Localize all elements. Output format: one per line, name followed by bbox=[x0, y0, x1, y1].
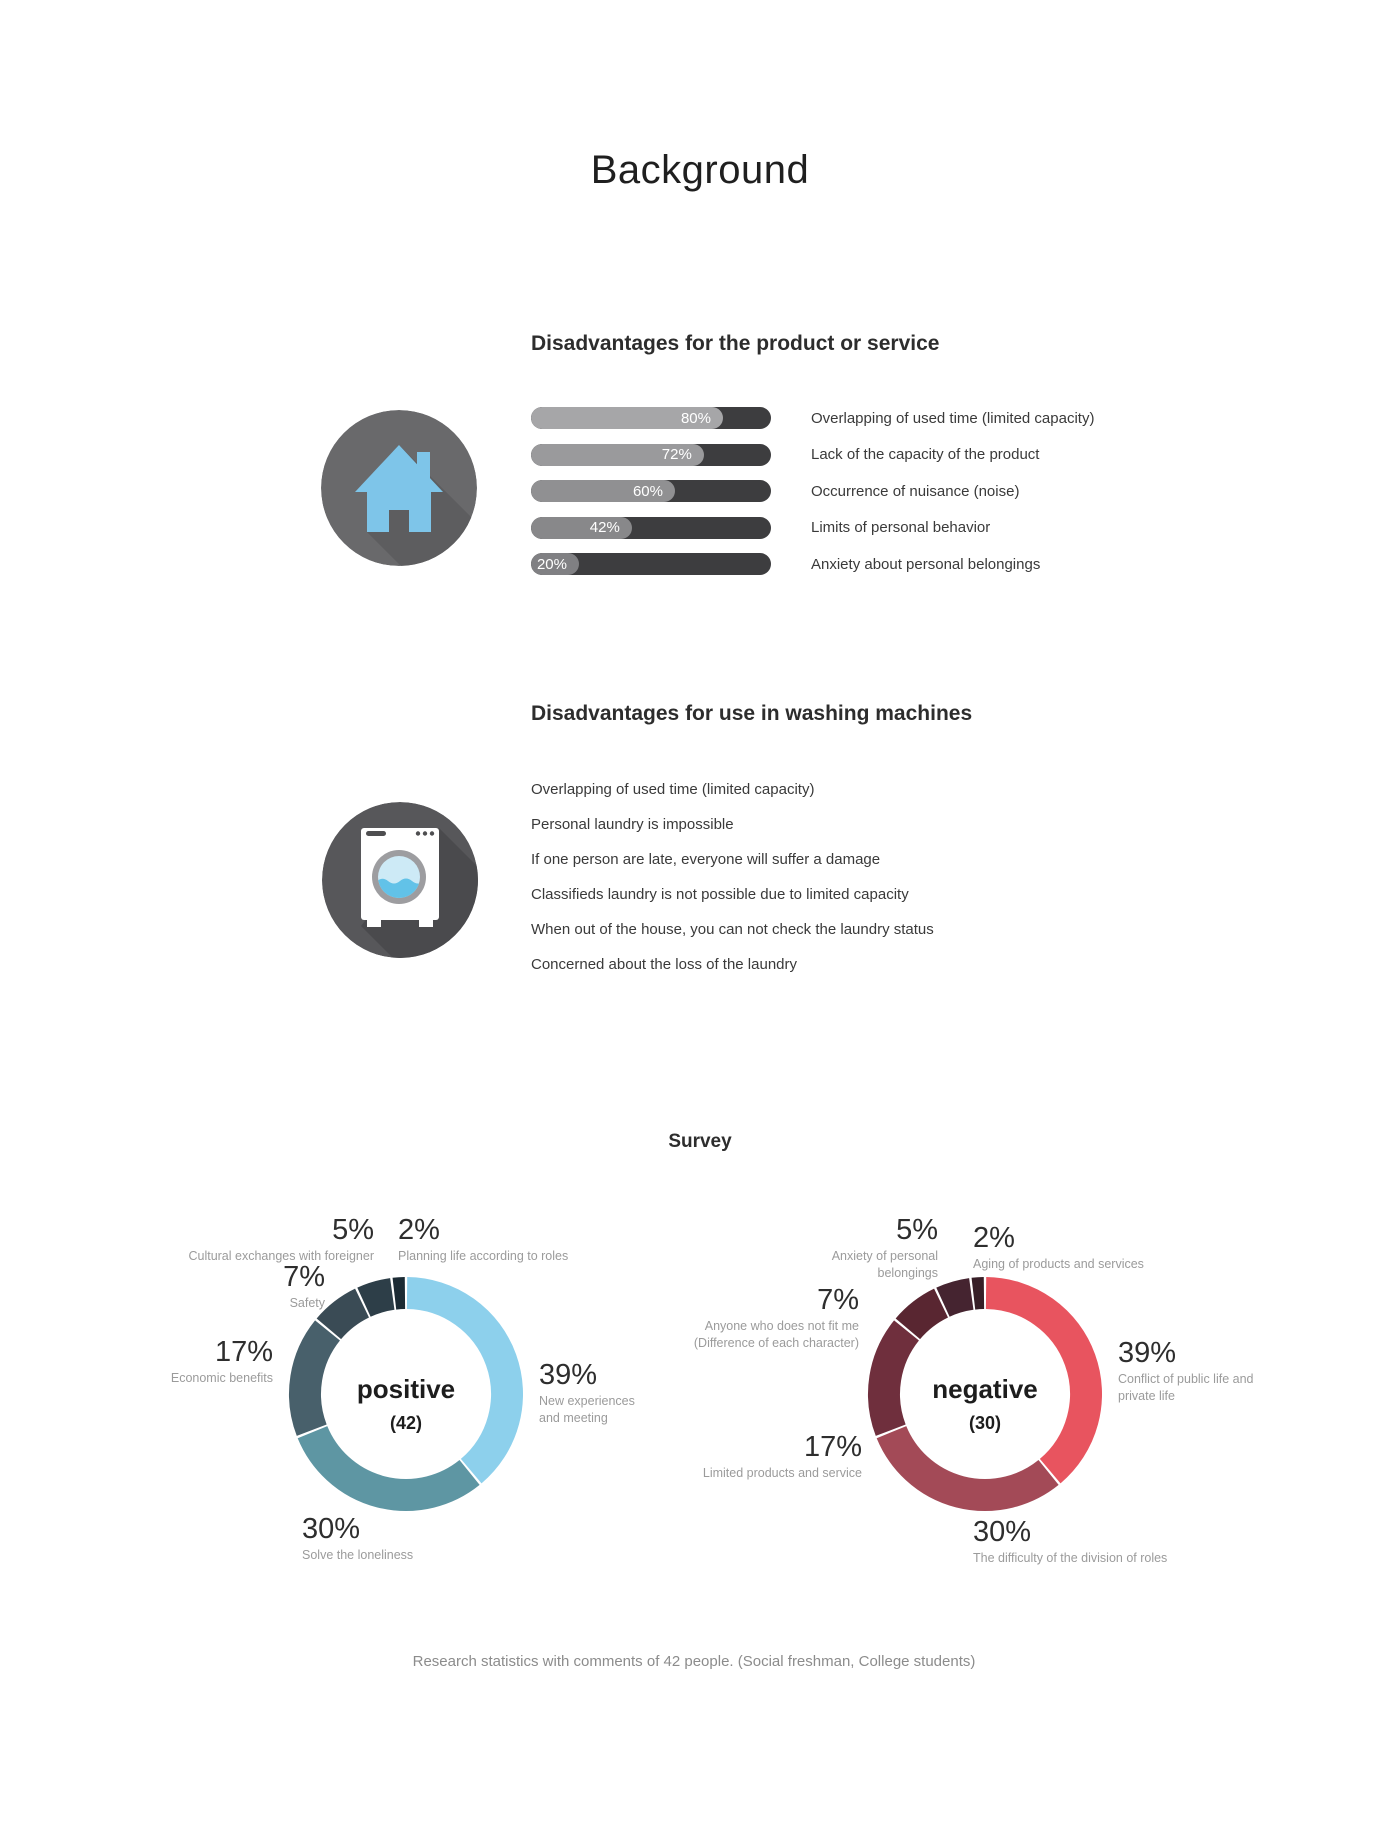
bar-fill bbox=[531, 480, 675, 502]
donut-label-negative-5: 5% Anxiety of personal belongings bbox=[831, 1214, 938, 1280]
house-icon bbox=[319, 408, 479, 568]
bar-track bbox=[531, 407, 771, 429]
donut-slice bbox=[312, 1432, 469, 1495]
negative-center-count: (30) bbox=[968, 1413, 1001, 1433]
bar-category-label: Limits of personal behavior bbox=[811, 519, 991, 536]
bar-category-label: Lack of the capacity of the product bbox=[811, 446, 1040, 463]
bar-chart bbox=[531, 407, 1094, 590]
bar-track bbox=[531, 480, 771, 502]
donut-slice bbox=[407, 1293, 507, 1471]
donut-label-positive-39: 39% New experiences and meeting bbox=[539, 1359, 635, 1425]
donut-label-negative-2: 2% Aging of products and services bbox=[973, 1222, 1144, 1271]
donut-label-negative-30: 30% The difficulty of the division of roles bbox=[973, 1516, 1168, 1565]
footnote: Research statistics with comments of 42 people. (Social freshman, College students) bbox=[412, 1653, 976, 1670]
donut-slice bbox=[394, 1293, 405, 1294]
bar-track bbox=[531, 553, 771, 575]
page-title: Background bbox=[590, 148, 810, 192]
survey-heading: Survey bbox=[668, 1131, 732, 1152]
donut-slice bbox=[884, 1330, 907, 1430]
negative-donut-svg bbox=[865, 1274, 1105, 1514]
bar-fill bbox=[531, 517, 632, 539]
donut-slice bbox=[943, 1294, 971, 1302]
bar-value-label: 80% bbox=[680, 409, 711, 427]
donut-slice bbox=[364, 1294, 392, 1302]
donut-slice bbox=[908, 1303, 941, 1329]
bar-fill bbox=[531, 407, 723, 429]
bar-row bbox=[531, 517, 1094, 539]
bar-value-label: 60% bbox=[632, 482, 663, 500]
donut-label-negative-17: 17% Limited products and service bbox=[702, 1431, 862, 1480]
donut-label-positive-2: 2% Planning life according to roles bbox=[398, 1214, 569, 1263]
positive-center-label: positive bbox=[356, 1374, 456, 1404]
washing-machine-icon bbox=[320, 800, 480, 960]
donut-slice bbox=[305, 1330, 328, 1430]
bar-category-label: Anxiety about personal belongings bbox=[811, 555, 1041, 573]
washing-section-heading: Disadvantages for use in washing machines bbox=[531, 702, 973, 725]
list-item: Personal laundry is impossible bbox=[531, 816, 734, 833]
donut-slice bbox=[986, 1293, 1086, 1471]
list-item: If one person are late, everyone will suffer a damage bbox=[531, 851, 881, 868]
donut-label-negative-7: 7% Anyone who does not fit me (Difference of each character) bbox=[693, 1284, 859, 1350]
negative-center-label: negative bbox=[932, 1374, 1038, 1404]
products-section-heading: Disadvantages for the product or service bbox=[531, 332, 940, 355]
bar-value-label: 42% bbox=[589, 519, 620, 536]
donut-slice bbox=[891, 1432, 1048, 1495]
bar-category-label: Overlapping of used time (limited capacity) bbox=[811, 409, 1095, 427]
donut-label-positive-17: 17% Economic benefits bbox=[170, 1336, 273, 1385]
bar-value-label: 20% bbox=[536, 555, 567, 573]
bar-category-label: Occurrence of nuisance (noise) bbox=[811, 482, 1020, 500]
bar-row bbox=[531, 480, 1094, 502]
bar-value-label: 72% bbox=[661, 446, 692, 463]
donut-label-positive-7: 7% Safety bbox=[283, 1261, 325, 1310]
bar-row bbox=[531, 553, 1094, 575]
positive-center-count: (42) bbox=[389, 1413, 422, 1433]
negative-donut-chart bbox=[865, 1274, 1105, 1514]
list-item: Overlapping of used time (limited capacity) bbox=[531, 781, 815, 798]
bar-fill bbox=[531, 553, 579, 575]
donut-label-negative-39: 39% Conflict of public life and private life bbox=[1118, 1337, 1254, 1403]
list-item: Classifieds laundry is not possible due to limited capacity bbox=[531, 886, 909, 903]
list-item: Concerned about the loss of the laundry bbox=[531, 956, 798, 973]
bar-row bbox=[531, 407, 1094, 429]
bar-fill bbox=[531, 444, 704, 466]
bar-track bbox=[531, 517, 771, 539]
washing-disadvantages-list bbox=[531, 772, 934, 982]
bar-row bbox=[531, 444, 1094, 466]
donut-label-positive-30: 30% Solve the loneliness bbox=[302, 1513, 414, 1562]
donut-label-positive-5: 5% Cultural exchanges with foreigner bbox=[188, 1214, 374, 1263]
donut-slice bbox=[973, 1293, 984, 1294]
list-item: When out of the house, you can not check the laundry status bbox=[531, 921, 934, 938]
bar-track bbox=[531, 444, 771, 466]
donut-slice bbox=[329, 1303, 362, 1329]
